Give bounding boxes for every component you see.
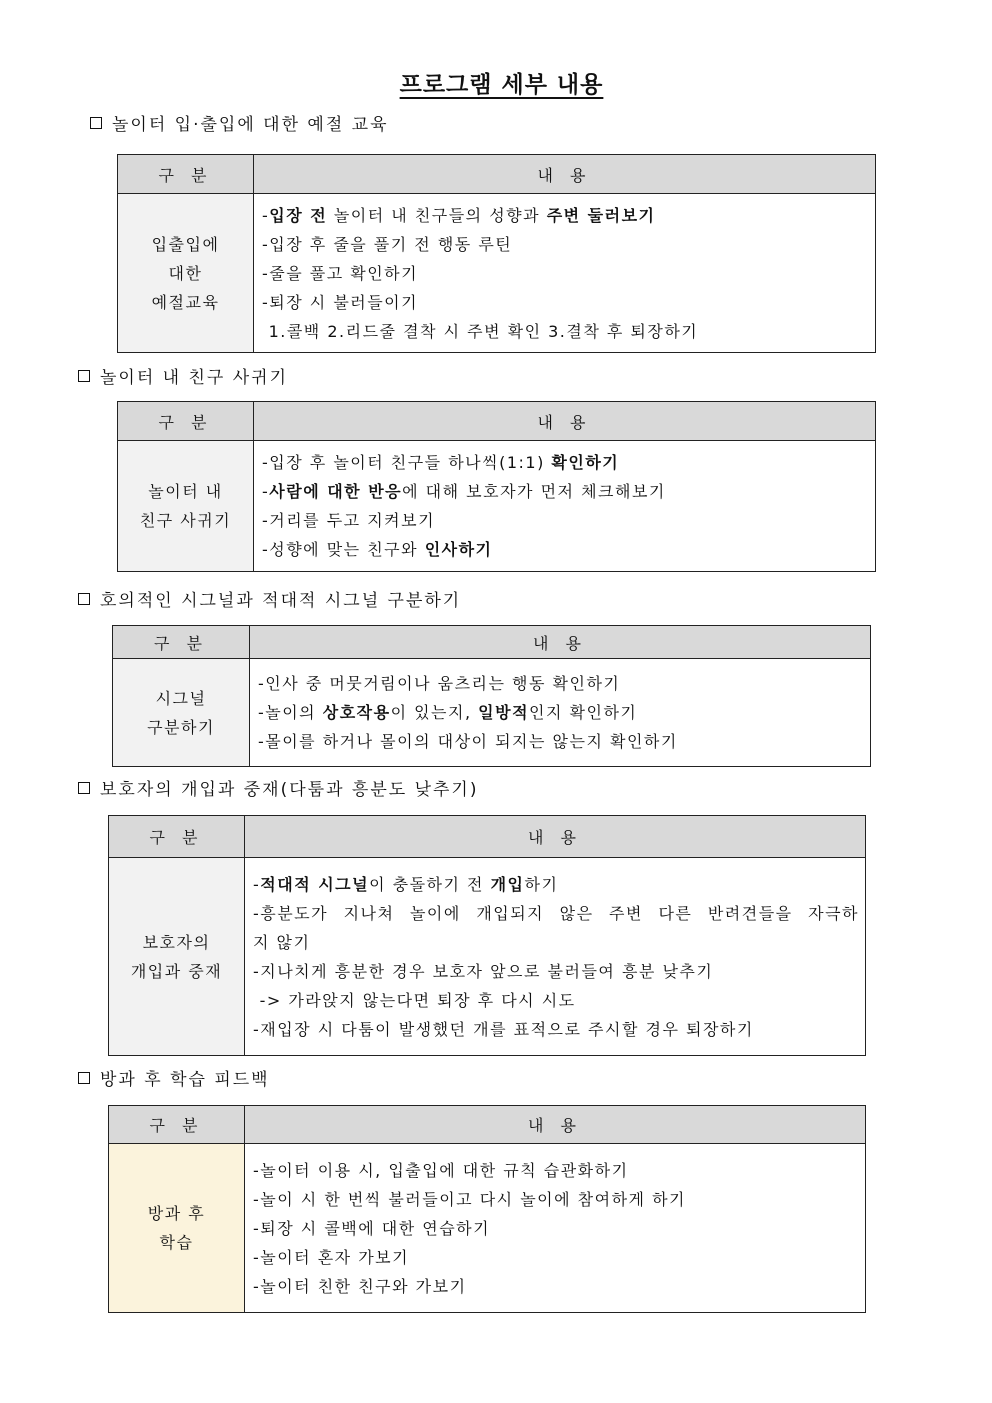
table-entry-etiquette <box>117 154 876 353</box>
category-cell: 놀이터 내 친구 사귀기 <box>118 441 254 572</box>
content-line <box>253 1156 859 1185</box>
content-line <box>262 506 869 535</box>
content-line <box>253 1015 859 1044</box>
section-heading-after-school-feedback: 방과 후 학습 피드백 <box>78 1069 270 1091</box>
content-text: - <box>262 482 270 501</box>
content-line <box>262 259 869 288</box>
header-category: 구 분 <box>109 816 245 858</box>
content-text: 에 대해 보호자가 먼저 체크해보기 <box>402 482 666 501</box>
content-text: - <box>253 874 261 894</box>
content-text: 하기 <box>524 874 559 894</box>
content-text: 이 충돌하기 전 <box>369 874 491 894</box>
header-content: 내 용 <box>250 626 871 659</box>
content-line <box>253 1214 859 1243</box>
header-content: 내 용 <box>245 816 866 858</box>
header-category: 구 분 <box>109 1106 245 1144</box>
emphasis-text: 확인하기 <box>551 453 620 472</box>
content-text: 지 않기 <box>253 932 311 952</box>
content-line <box>262 535 869 564</box>
page-title: 프로그램 세부 내용 <box>399 72 604 98</box>
content-line <box>262 477 869 506</box>
content-line <box>262 288 869 317</box>
content-line <box>258 698 864 727</box>
emphasis-text: 입장 전 <box>269 205 328 225</box>
content-text: -놀이 시 한 번씩 불러들이고 다시 놀이에 참여하게 하기 <box>253 1189 686 1209</box>
content-text: -놀이의 <box>258 703 323 722</box>
content-line <box>262 448 869 477</box>
header-content: 내 용 <box>254 402 876 441</box>
content-line <box>253 899 859 928</box>
category-cell: 방과 후 학습 <box>109 1144 245 1313</box>
emphasis-text: 적대적 시그널 <box>260 874 370 894</box>
header-content: 내 용 <box>245 1106 866 1144</box>
content-line <box>253 1243 859 1272</box>
content-text: -줄을 풀고 확인하기 <box>262 263 419 283</box>
category-cell: 보호자의 개입과 중재 <box>109 858 245 1056</box>
content-text: -지나치게 흥분한 경우 보호자 앞으로 불러들여 흥분 낮추기 <box>253 961 714 981</box>
section-heading-guardian-intervention: 보호자의 개입과 중재(다툼과 흥분도 낮추기) <box>78 779 478 801</box>
content-line <box>262 230 869 259</box>
content-text: 인지 확인하기 <box>529 703 638 722</box>
content-line <box>258 669 864 698</box>
emphasis-text: 사람에 대한 반응 <box>269 482 403 501</box>
content-text: -퇴장 시 콜백에 대한 연습하기 <box>253 1218 491 1238</box>
content-line <box>262 201 869 230</box>
content-line <box>253 1272 859 1301</box>
section-heading-entry-etiquette: 놀이터 입·출입에 대한 예절 교육 <box>90 114 389 136</box>
section-heading-signals: 호의적인 시그널과 적대적 시그널 구분하기 <box>78 590 461 612</box>
section-heading-making-friends: 놀이터 내 친구 사귀기 <box>78 367 288 389</box>
content-text: -재입장 시 다툼이 발생했던 개를 표적으로 주시할 경우 퇴장하기 <box>253 1019 754 1039</box>
table-after-school-feedback <box>108 1105 866 1313</box>
content-cell <box>254 441 876 572</box>
content-text: -흥분도가 지나쳐 놀이에 개입되지 않은 주변 다른 반려견들을 자극하 <box>253 903 859 923</box>
category-cell: 입출입에 대한 예절교육 <box>118 194 254 353</box>
content-line <box>253 870 859 899</box>
header-category: 구 분 <box>118 402 254 441</box>
content-text: -몰이를 하거나 몰이의 대상이 되지는 않는지 확인하기 <box>258 732 678 751</box>
content-line <box>253 986 859 1015</box>
content-text: 놀이터 내 친구들의 성향과 <box>327 205 547 225</box>
header-category: 구 분 <box>113 626 250 659</box>
content-cell <box>245 1144 866 1313</box>
category-cell: 시그널 구분하기 <box>113 659 250 767</box>
content-line <box>262 317 869 346</box>
emphasis-text: 주변 둘러보기 <box>546 205 656 225</box>
content-text: -인사 중 머뭇거림이나 움츠리는 행동 확인하기 <box>258 674 621 693</box>
content-line <box>258 727 864 756</box>
content-text: -> 가라앉지 않는다면 퇴장 후 다시 시도 <box>253 990 576 1010</box>
content-cell <box>250 659 871 767</box>
header-category: 구 분 <box>118 155 254 194</box>
emphasis-text: 인사하기 <box>424 540 493 559</box>
content-text: -놀이터 친한 친구와 가보기 <box>253 1276 467 1296</box>
content-text: -성향에 맞는 친구와 <box>262 540 425 559</box>
checkbox-square-icon <box>78 370 90 382</box>
checkbox-square-icon <box>78 782 90 794</box>
content-text: - <box>262 205 270 225</box>
table-making-friends <box>117 401 876 572</box>
emphasis-text: 개입 <box>490 874 525 894</box>
content-cell <box>245 858 866 1056</box>
checkbox-square-icon <box>78 593 90 605</box>
content-text: -놀이터 이용 시, 입출입에 대한 규칙 습관화하기 <box>253 1160 629 1180</box>
content-text: 1.콜백 2.리드줄 결착 시 주변 확인 3.결착 후 퇴장하기 <box>262 321 699 341</box>
content-text: -입장 후 놀이터 친구들 하나씩(1:1) <box>262 453 552 472</box>
table-signals <box>112 625 871 767</box>
emphasis-text: 상호작용 <box>322 703 391 722</box>
content-text: 이 있는지, <box>390 703 479 722</box>
content-text: -거리를 두고 지켜보기 <box>262 511 436 530</box>
header-content: 내 용 <box>254 155 876 194</box>
checkbox-square-icon <box>78 1072 90 1084</box>
emphasis-text: 일방적 <box>478 703 530 722</box>
content-text: -놀이터 혼자 가보기 <box>253 1247 410 1267</box>
content-line <box>253 1185 859 1214</box>
table-guardian-intervention <box>108 815 866 1056</box>
content-cell <box>254 194 876 353</box>
content-text: -입장 후 줄을 풀기 전 행동 루틴 <box>262 234 513 254</box>
content-line <box>253 928 859 957</box>
content-text: -퇴장 시 불러들이기 <box>262 292 419 312</box>
checkbox-square-icon <box>90 117 102 129</box>
content-line <box>253 957 859 986</box>
